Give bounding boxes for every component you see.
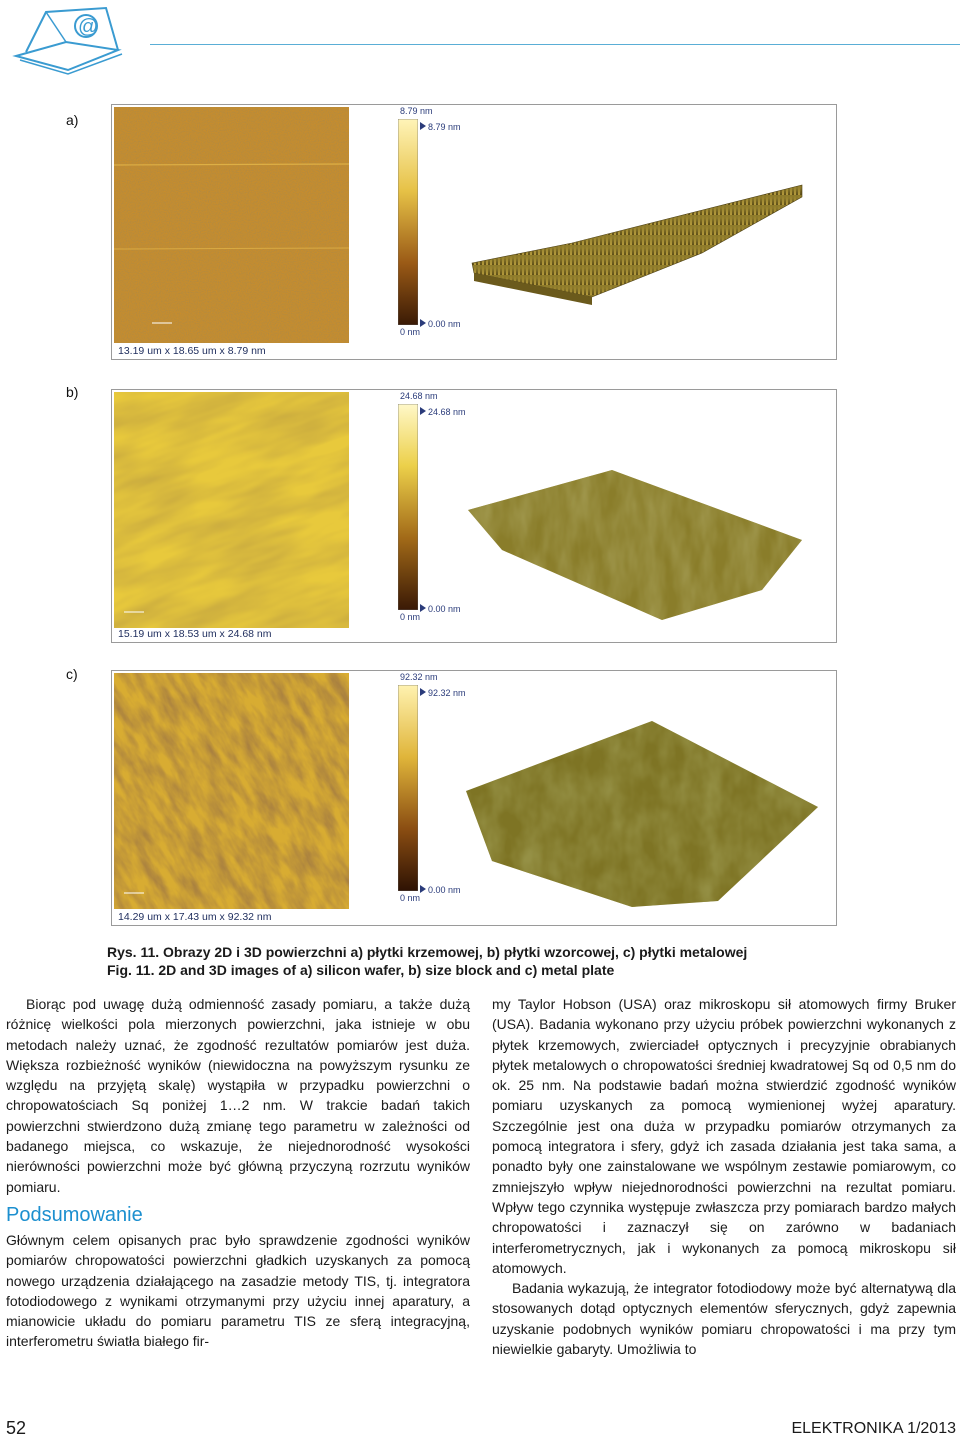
color-scale-bar-b	[398, 404, 418, 610]
color-scale-bar-a	[398, 119, 418, 325]
dimensions-label-a: 13.19 um x 18.65 um x 8.79 nm	[118, 345, 266, 357]
figure-caption-pl: Rys. 11. Obrazy 2D i 3D powierzchni a) płytki krzemowej, b) płytki wzorcowej, c) płytki metalowej	[107, 944, 748, 960]
scale-marker-top-c	[420, 688, 426, 696]
scale-min-marker-b: 0.00 nm	[428, 604, 461, 614]
scale-min-c: 0 nm	[400, 893, 421, 903]
figure-c	[111, 670, 837, 926]
scale-max-marker-b: 24.68 nm	[428, 407, 466, 417]
panel-label-a: a)	[66, 112, 79, 128]
figure-b	[111, 389, 837, 643]
figure-a	[111, 104, 837, 360]
panel-label-b: b)	[66, 384, 79, 400]
open-book-at-icon	[6, 4, 146, 76]
left-column	[6, 994, 470, 1352]
scale-marker-top-b	[420, 407, 426, 415]
journal-logo	[6, 4, 146, 76]
journal-name: ELEKTRONIKA 1/2013	[791, 1420, 956, 1437]
afm-3d-surface-a	[462, 145, 822, 345]
page-number: 52	[6, 1418, 27, 1438]
scale-max-c: 92.32 nm	[400, 672, 438, 682]
scale-max-marker-a: 8.79 nm	[428, 122, 461, 132]
header-rule	[150, 44, 960, 45]
right-paragraph-1: my Taylor Hobson (USA) oraz mikroskopu sił atomowych firmy Bruker (USA). Badania wykonano przy użyciu próbek powierzchni wykonanych z płytek krzemowych, zwierciadeł optycznych i precyzyjnie obrabianych płytek metalowych o chropowatości średniej kwadratowej Sq od 0,5 nm do ok. 25 nm. Na podstawie badań można stwierdzić zgodność wyników pomiaru uzyskanych za pomocą wymienionej wyżej aparatury. Szczególnie jest ona duża w przypadku pomiarów otrzymanych za pomocą integratora i sfery, gdyż ich zasada działania jest taka sama, a ponadto były one zainstalowane we wspólnym zestawie pomiarowym, co zmniejszyło wpływ niejednorodności powierzchni na rezultat pomiaru. Wpływ tego czynnika występuje zwłaszcza przy pomiarach bardzo małych chropowatości i zaznaczył się on zarówno w badaniach interferometrycznych, jak i wykonanych za pomocą mikroskopu sił atomowych.	[492, 996, 956, 1276]
scale-marker-bottom-c	[420, 885, 426, 893]
scale-marker-bottom-b	[420, 604, 426, 612]
afm-2d-map-b	[114, 392, 349, 628]
left-paragraph-1: Biorąc pod uwagę dużą odmienność zasady pomiaru, a także dużą różnicę wielkości pola mierzonych powierzchni, jaka istnieje w obu metodach należy uznać, że zgodność rezultatów pomiarów jest duża. Większa rozbieżność wyników (niewidoczna na powyższym rysunku ze względu na przyjętą skalę) wystąpiła w przypadku powierzchni o chropowatościach Sq poniżej 1…2 nm. W trakcie badań takich powierzchni stwierdzono dużą zmianę tego parametru w zależności od badanego miejsca, co wskazuje, że niejednorodność wysokości nierówności powierzchni może być główną przyczyną rozrzutu wyników pomiaru.	[6, 996, 470, 1195]
scale-max-a: 8.79 nm	[400, 106, 433, 116]
section-heading: Podsumowanie	[6, 1203, 143, 1226]
color-scale-bar-c	[398, 685, 418, 891]
afm-3d-surface-c	[462, 711, 822, 911]
scale-max-marker-c: 92.32 nm	[428, 688, 466, 698]
afm-3d-surface-b	[462, 430, 822, 630]
right-paragraph-2: Badania wykazują, że integrator fotodiodowy może być alternatywą dla stosowanych dotąd optycznych elementów sferycznych, gdyż zapewnia uzyskanie podobnych wyników pomiaru chropowatości i ma przy tym niewielkie gabaryty. Umożliwia to	[492, 1280, 956, 1358]
right-column	[492, 994, 956, 1359]
figure-caption-en: Fig. 11. 2D and 3D images of a) silicon wafer, b) size block and c) metal plate	[107, 962, 615, 978]
scale-min-b: 0 nm	[400, 612, 421, 622]
dimensions-label-b: 15.19 um x 18.53 um x 24.68 nm	[118, 628, 272, 640]
dimensions-label-c: 14.29 um x 17.43 um x 92.32 nm	[118, 911, 272, 923]
scale-min-marker-c: 0.00 nm	[428, 885, 461, 895]
svg-text:@: @	[78, 16, 99, 38]
scale-min-marker-a: 0.00 nm	[428, 319, 461, 329]
afm-2d-map-a	[114, 107, 349, 343]
left-paragraph-2: Głównym celem opisanych prac było sprawdzenie zgodności wyników pomiarów chropowatości powierzchni gładkich uzyskanych za pomocą nowego urządzenia działającego na zasadzie metody TIS, tj. integratora fotodiodowego z wynikami otrzymanymi przy użyciu innej aparatury, a mianowicie układu do pomiaru parametru TIS ze sferą integracyjną, interferometru światła białego fir-	[6, 1231, 470, 1350]
panel-label-c: c)	[66, 666, 78, 682]
scale-min-a: 0 nm	[400, 327, 421, 337]
scale-max-b: 24.68 nm	[400, 391, 438, 401]
afm-2d-map-c	[114, 673, 349, 909]
scale-marker-top-a	[420, 122, 426, 130]
scale-marker-bottom-a	[420, 319, 426, 327]
